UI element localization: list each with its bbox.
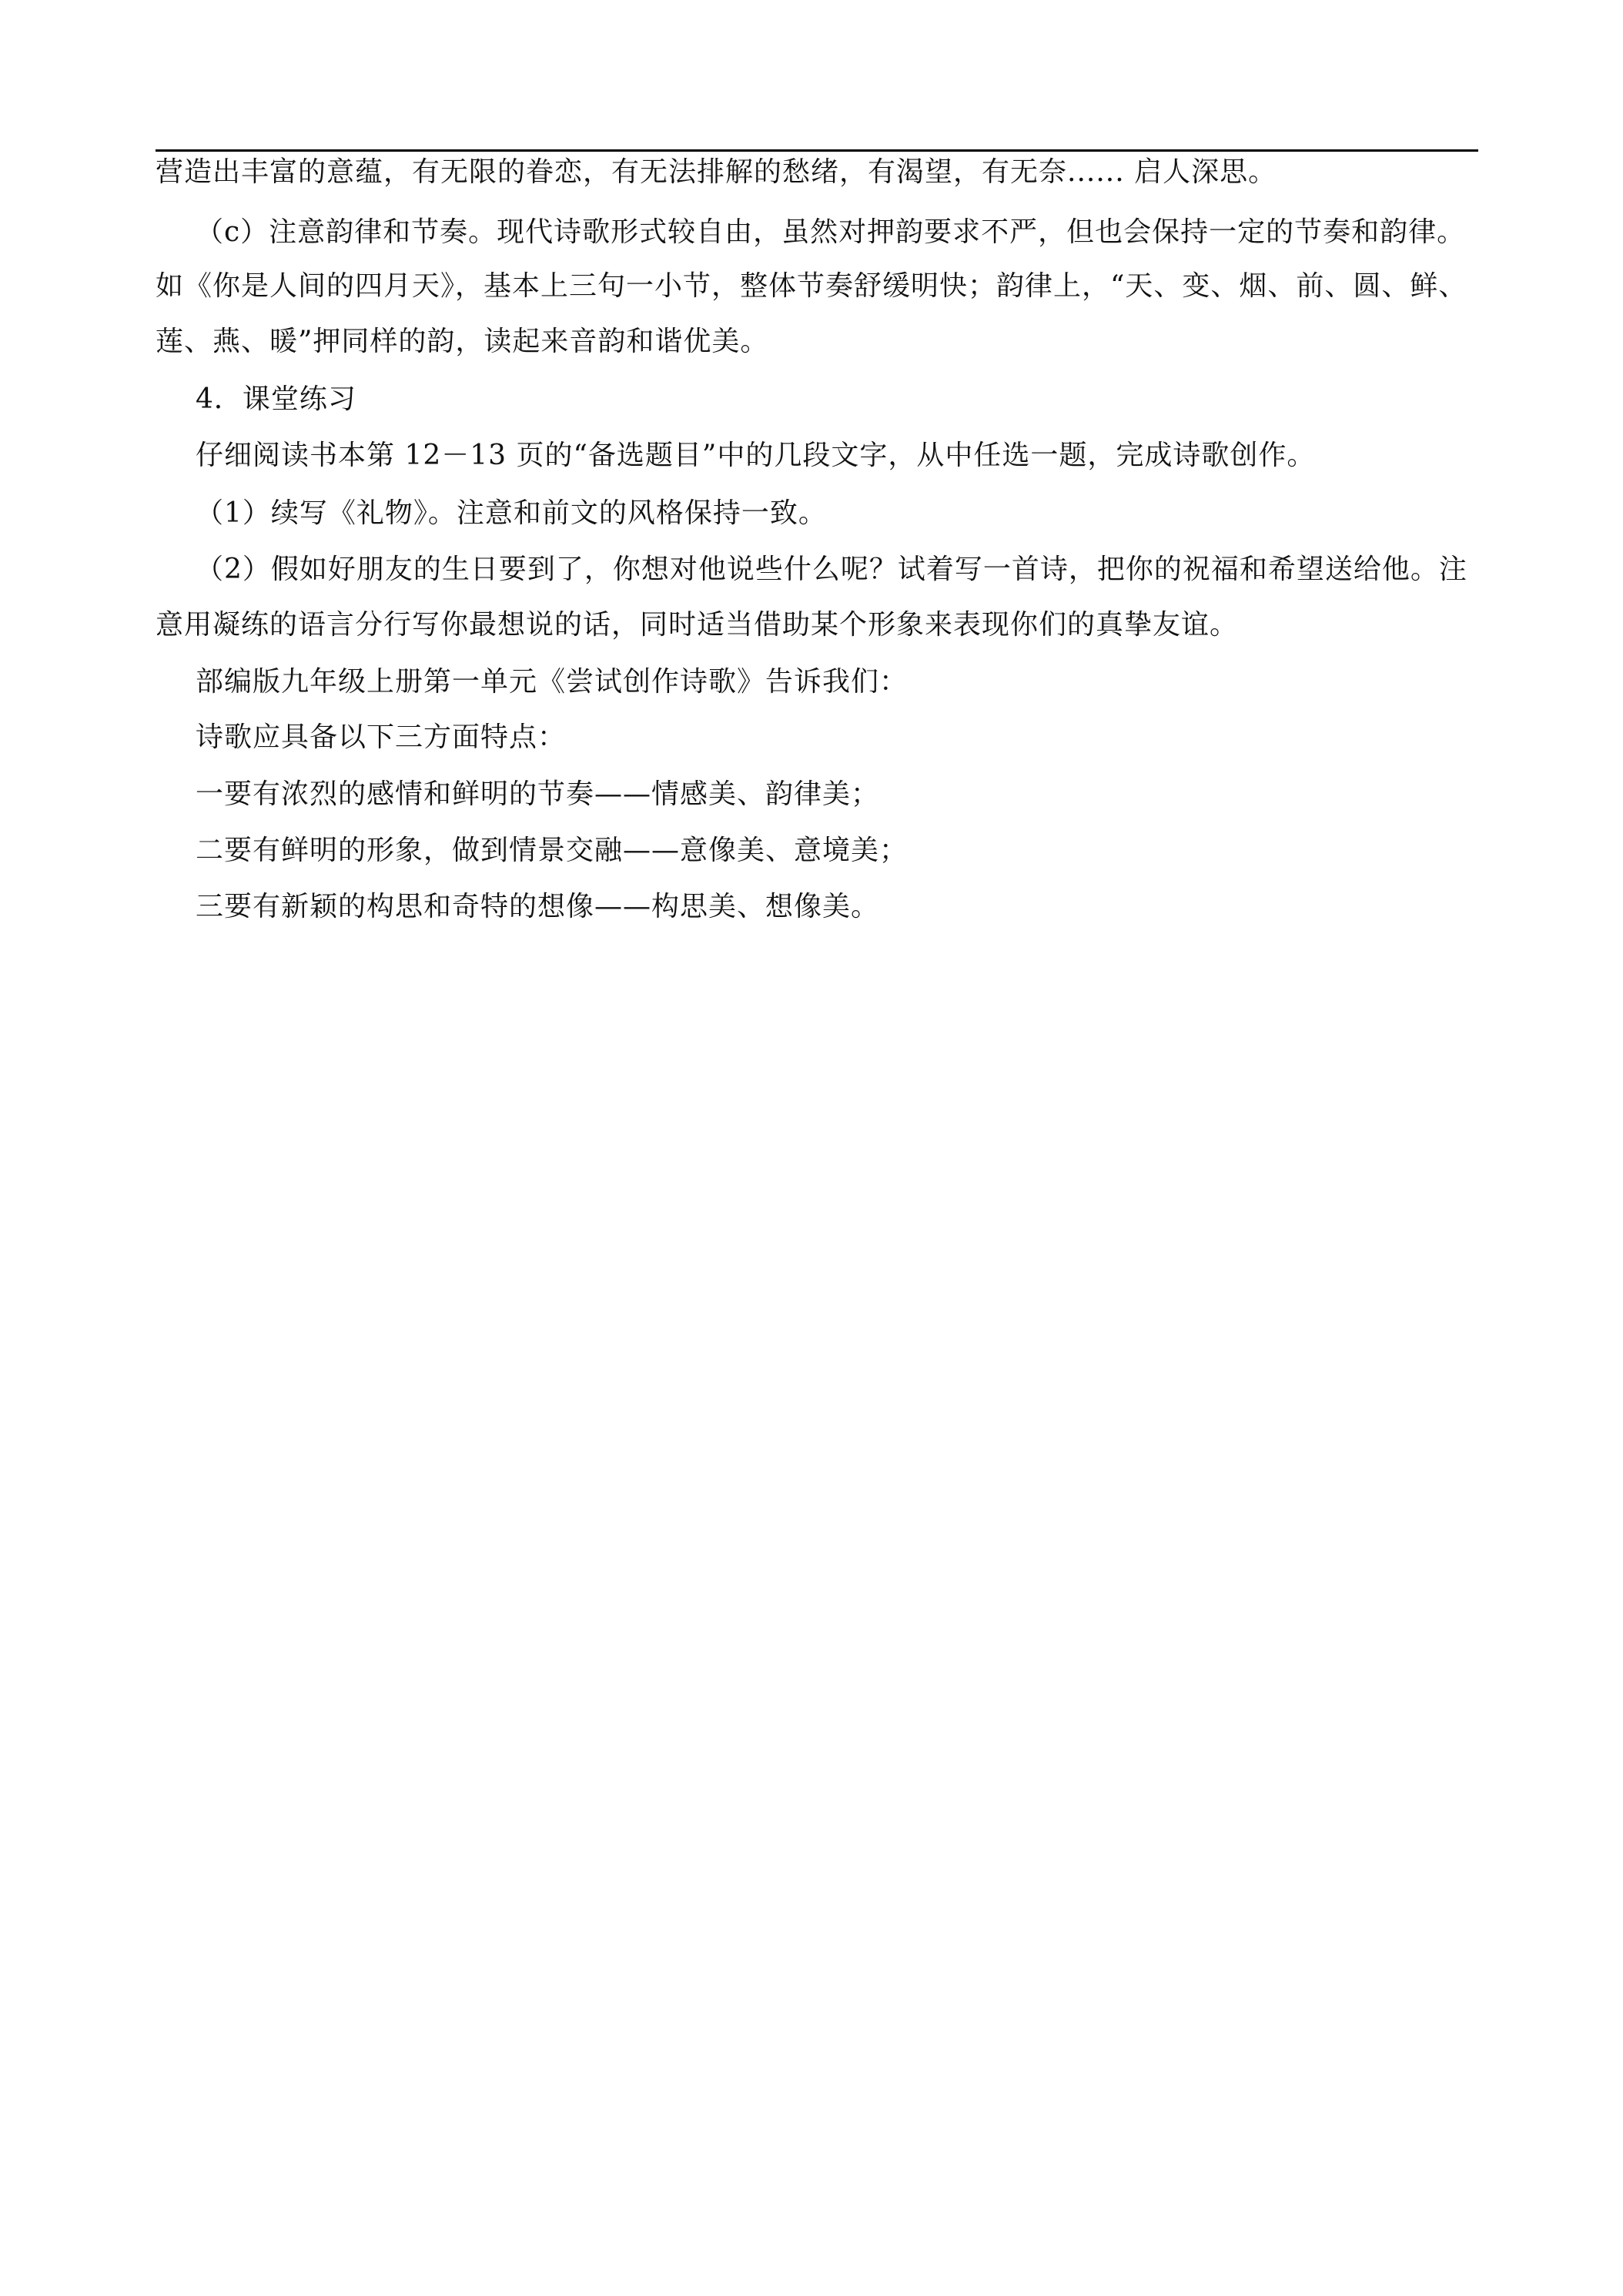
paragraph-line: 部编版九年级上册第一单元《尝试创作诗歌》告诉我们： [196,666,909,698]
paragraph-line: 一要有浓烈的感情和鲜明的节奏——情感美、韵律美； [196,778,880,810]
paragraph-line: 仔细阅读书本第 12－13 页的“备选题目”中的几段文字，从中任选一题，完成诗歌创作。 [196,440,1316,471]
paragraph-line: 莲、燕、暖”押同样的韵，读起来音韵和谐优美。 [156,326,769,357]
paragraph-line: 营造出丰富的意蕴，有无限的眷恋，有无法排解的愁绪，有渴望，有无奈...... 启人深思。 [156,156,1277,188]
paragraph-line: 意用凝练的语言分行写你最想说的话，同时适当借助某个形象来表现你们的真挚友谊。 [156,609,1239,641]
paragraph-line: 二要有鲜明的形象，做到情景交融——意像美、意境美； [196,835,909,866]
paragraph-line: （2）假如好朋友的生日要到了，你想对他说些什么呢？试着写一首诗，把你的祝福和希望送给他。注 [196,554,1467,585]
paragraph-line: （c）注意韵律和节奏。现代诗歌形式较自由，虽然对押韵要求不严，但也会保持一定的节奏和韵律。 [196,216,1466,248]
section-heading: 4．课堂练习 [196,383,356,415]
paragraph-line: 如《你是人间的四月天》，基本上三句一小节，整体节奏舒缓明快；韵律上，“天、变、烟、前、圆、鲜、 [156,270,1467,302]
paragraph-line: 诗歌应具备以下三方面特点： [196,721,567,753]
paragraph-line: 三要有新颖的构思和奇特的想像——构思美、想像美。 [196,891,880,922]
header-rule [156,149,1478,152]
paragraph-line: （1）续写《礼物》。注意和前文的风格保持一致。 [196,497,827,529]
